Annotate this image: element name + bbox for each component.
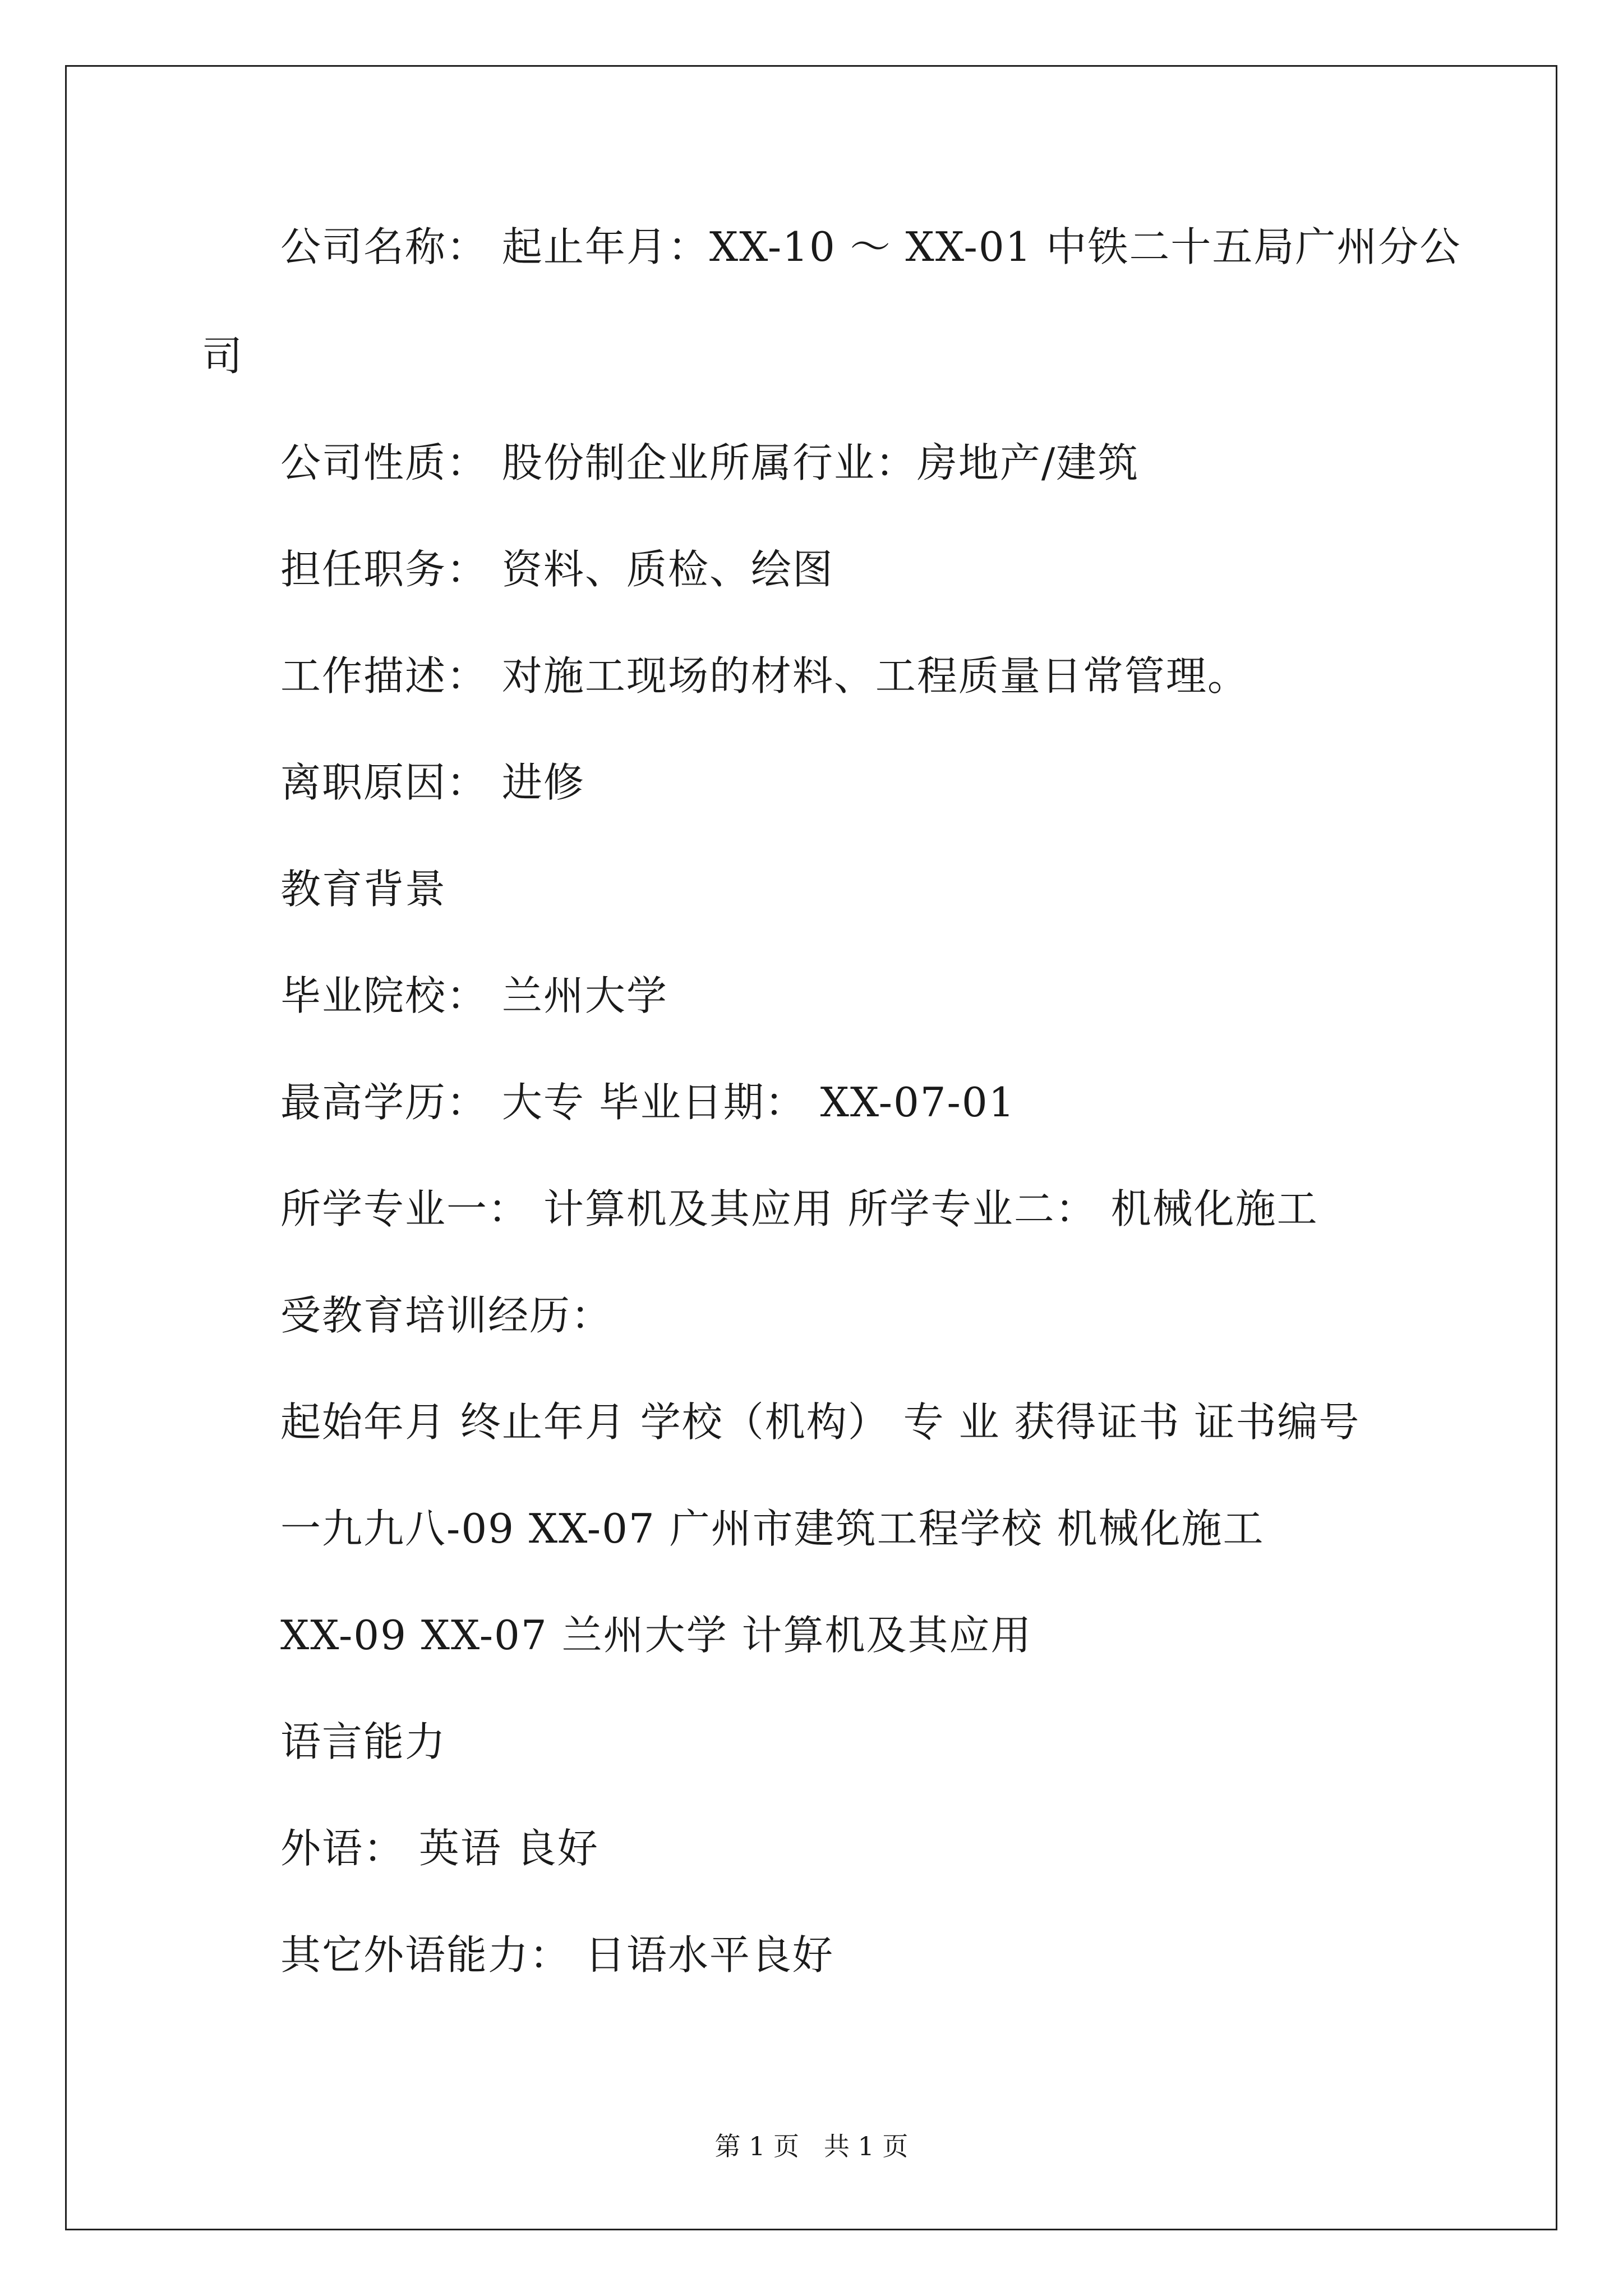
language-heading: 语言能力 — [280, 1718, 447, 1765]
page-number-footer: 第 1 页 共 1 页 — [714, 2131, 909, 2161]
position-line: 担任职务： 资料、质检、绘图 — [280, 546, 834, 593]
training-heading: 受教育培训经历： — [280, 1292, 613, 1339]
training-row: 一九九八-09 XX-07 广州市建筑工程学校 机械化施工 — [280, 1505, 1265, 1552]
training-row: XX-09 XX-07 兰州大学 计算机及其应用 — [280, 1612, 1032, 1659]
training-table-header: 起始年月 终止年月 学校（机构） 专 业 获得证书 证书编号 — [280, 1398, 1361, 1446]
majors-line: 所学专业一： 计算机及其应用 所学专业二： 机械化施工 — [280, 1185, 1318, 1232]
graduate-school-line: 毕业院校： 兰州大学 — [280, 972, 668, 1019]
company-name-line: 公司名称： 起止年月：XX-10 ～ XX-01 中铁二十五局广州分公 — [280, 223, 1461, 270]
other-language-line: 其它外语能力： 日语水平良好 — [280, 1931, 834, 1978]
highest-degree-line: 最高学历： 大专 毕业日期： XX-07-01 — [280, 1079, 1016, 1126]
page-border — [65, 65, 1557, 2230]
leave-reason-line: 离职原因： 进修 — [280, 759, 585, 806]
education-heading: 教育背景 — [280, 866, 447, 913]
foreign-language-line: 外语： 英语 良好 — [280, 1825, 599, 1872]
company-nature-line: 公司性质： 股份制企业所属行业：房地产/建筑 — [280, 439, 1140, 486]
job-description-line: 工作描述： 对施工现场的材料、工程质量日常管理。 — [280, 652, 1249, 700]
company-name-line-continued: 司 — [202, 333, 244, 380]
